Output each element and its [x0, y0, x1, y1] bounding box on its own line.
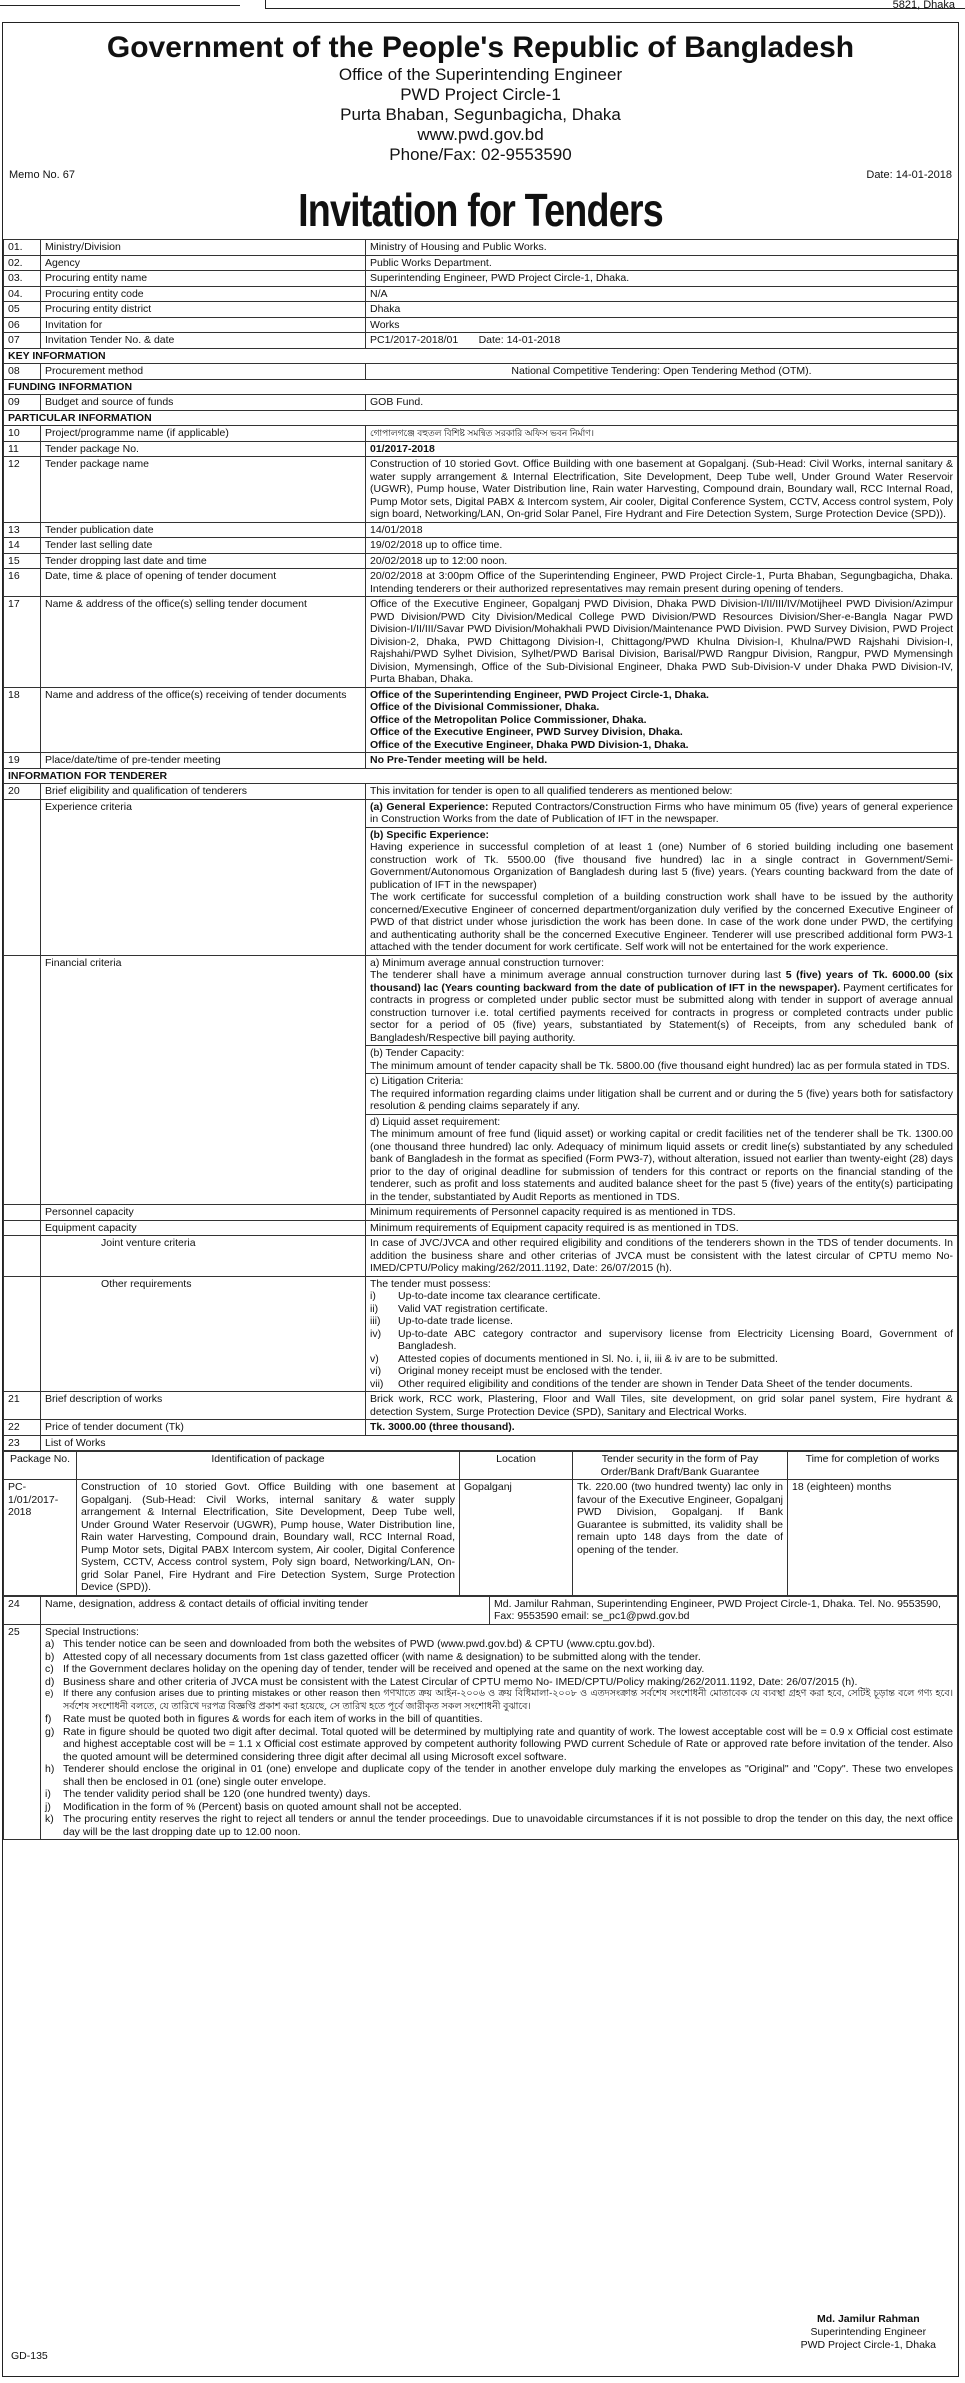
- row-label: Tender last selling date: [41, 538, 366, 554]
- table-row: [4, 538, 958, 554]
- other-requirements-intro: The tender must possess:: [370, 1277, 491, 1290]
- section-heading: INFORMATION FOR TENDERER: [4, 768, 958, 784]
- turnover-text-bold: 5 (five) years of Tk. 6000.00 (six thousand) lac (Years counting backward from the date of publication of IFT in the newspaper).: [370, 969, 953, 994]
- row-value: Ministry of Housing and Public Works.: [366, 240, 958, 256]
- section-heading-row: [4, 379, 958, 395]
- gd-number: GD-135: [11, 2350, 48, 2362]
- top-rule-left: [0, 0, 240, 6]
- general-experience: [366, 799, 958, 827]
- row-number: 06: [4, 317, 41, 333]
- section-heading-row: [4, 348, 958, 364]
- general-experience-title: (a) General Experience:: [370, 800, 489, 813]
- row-number: 19: [4, 753, 41, 769]
- completion-time: 18 (eighteen) months: [788, 1480, 958, 1596]
- special-instructions-row: [4, 1624, 958, 1840]
- general-experience-text: Reputed Contractors/Construction Firms who have minimum 05 (five) years of general experience in Construction Works from the date of Publication of IFT in the newspaper.: [370, 800, 953, 825]
- section-heading: PARTICULAR INFORMATION: [4, 410, 958, 426]
- specific-experience-title: (b) Specific Experience:: [370, 828, 490, 841]
- row-label: Invitation for: [41, 317, 366, 333]
- tender-capacity: [366, 1046, 958, 1074]
- row-value: গোপালগঞ্জে বহুতল বিশিষ্ট সমন্বিত সরকারি অফিস ভবন নির্মাণ।: [366, 426, 958, 442]
- liquid-asset-text: The minimum amount of free fund (liquid asset) or working capital or credit facilities net of the tenderer shall be Tk. 1300.00 (one thousand three hundred) lac only. Adequacy of minimum liquid assets or credit line(s) substantiated by any scheduled bank of Bangladesh in the format as specified (Form PW3-7), without alteration, issued not earlier than twenty-eight (28) days prior to the day of original deadline for submission of tenders for this contract or reports on the financial standing of the tenderer, such as profit and loss statements and audited balance sheet for the past 5 (five) years of the entity(s) participating in the tender, substantiated by Audit Reports as mentioned in TDS.: [370, 1128, 953, 1203]
- memo-date: Date: 14-01-2018: [866, 169, 952, 181]
- row-label: Tender publication date: [41, 522, 366, 538]
- row-label: Ministry/Division: [41, 240, 366, 256]
- row-value: No Pre-Tender meeting will be held.: [366, 753, 958, 769]
- table-row: [4, 333, 958, 349]
- litigation-text: The required information regarding claims under litigation shall be current and or during the 5 (five) years both for satisfactory resolution & pending claims separately if any.: [370, 1087, 953, 1112]
- row-value: Office of the Executive Engineer, Gopalganj PWD Division, Dhaka PWD Division-I/II/III/IV/Motijheel PWD Division/Azimpur PWD Division/PWD City Division/Medical College PWD Division/PWD Resources Division/Sher-e-Bangla Nagar PWD Division-I/II/III/Savar PWD Division/Mohakhali PWD Division/Maintenance PWD Division. PWD Survey Division, PWD Project Division-2, Dhaka, PWD Chittagong Division-I, Chittagong/PWD Khulna Division-I, Khulna/PWD Rajshahi Division-I, Rajshahi/PWD Sylhet Division, Sylhet/PWD Barisal Division, Barisal/PWD Rangpur Division, Rangpur, PWD Mymensingh Division, Mymensingh, Office of the Sub-Divisional Engineer, Dhaka PWD Sub-Division-V under Dhaka PWD Division-IV, Purta Bhaban, Dhaka.: [366, 597, 958, 688]
- row-value: 20/02/2018 at 3:00pm Office of the Superintending Engineer, PWD Project Circle-1, Purta Bhaban, Segungbagicha, Dhaka. Intending tenderers or their authorized representatives may remain present during opening of tenders.: [366, 569, 958, 597]
- row-number: 11: [4, 441, 41, 457]
- list-item: ii) Valid VAT registration certificate.: [370, 1302, 548, 1315]
- row-number: 22: [4, 1420, 41, 1436]
- row-value: Minimum requirements of Equipment capacity required is as mentioned in TDS.: [366, 1220, 958, 1236]
- row-label: Place/date/time of pre-tender meeting: [41, 753, 366, 769]
- row-number: 13: [4, 522, 41, 538]
- row-number: 10: [4, 426, 41, 442]
- receiving-office: Office of the Divisional Commissioner, Dhaka.: [370, 701, 600, 713]
- table-row: [4, 522, 958, 538]
- list-item: vi) Original money receipt must be enclosed with the tender.: [370, 1365, 663, 1377]
- works-data-row: [4, 1480, 958, 1596]
- table-row: [4, 597, 958, 688]
- memo-row: [3, 169, 958, 181]
- experience-row-a: [4, 799, 958, 827]
- joint-venture-row: [4, 1236, 958, 1277]
- list-item: h) Tenderer should enclose the original in 01 (one) envelope and duplicate copy of the tender in another envelope duly marking the envelopes as "Original" and "Copy". These two envelopes shall then be enclosed in 01 (one) single outer envelope.: [45, 1763, 953, 1788]
- top-clipping-strip: [0, 0, 965, 14]
- table-row: [4, 240, 958, 256]
- list-item: g) Rate in figure should be quoted two digit after decimal. Total quoted will be determined by multiplying rate and quantity of work. The lowest acceptable cost will be = 0.9 x Official cost estimate and highest acceptable cost will be = 1.1 x Official cost estimate approved by competent authority following PWD current Schedule of Rate or approved rate before invitation of the tender. Also the quoted amount will be determined considering three digit after decimal all using Microsoft excel software.: [45, 1725, 953, 1763]
- table-row: [4, 286, 958, 302]
- top-rule-right: [265, 0, 965, 9]
- package-number: PC-1/01/2017-2018: [4, 1480, 77, 1596]
- row-label: Personnel capacity: [41, 1205, 366, 1221]
- row-label: Project/programme name (if applicable): [41, 426, 366, 442]
- table-row: [4, 302, 958, 318]
- phone-line: Phone/Fax: 02-9553590: [389, 145, 572, 164]
- row-label: Other requirements: [41, 1276, 366, 1392]
- table-row: [4, 426, 958, 442]
- row-number: 08: [4, 364, 41, 380]
- row-label: Procuring entity code: [41, 286, 366, 302]
- turnover-text-pre: The tenderer shall have a minimum average annual construction turnover during last: [370, 969, 786, 981]
- specific-experience-text: Having experience in successful completion of at least 1 (one) Number of 6 storied building including one basement construction work of Tk. 5500.00 (five thousand five hundred) lac in a single contract in Government/Semi-Government/Autonomous Organization of Bangladesh during last 5 (five) years. (Years counting backward from the date of publication of IFT in the newspaper): [370, 841, 953, 891]
- table-row: [4, 271, 958, 287]
- list-item: a) This tender notice can be seen and downloaded from both the websites of PWD (www.pwd.gov.bd) & CPTU (www.cptu.gov.bd).: [45, 1638, 655, 1650]
- row-number: 20: [4, 784, 41, 800]
- section-heading: FUNDING INFORMATION: [4, 379, 958, 395]
- list-item: k) The procuring entity reserves the right to reject all tenders or annul the tender proceedings. Due to unavoidable circumstances if it is not possible to drop the tender on this day, the next office day will be the last dropping date up to 12.00 noon.: [45, 1813, 953, 1838]
- list-item: i) The tender validity period shall be 120 (one hundred twenty) days.: [45, 1788, 371, 1800]
- works-header-row: [4, 1452, 958, 1480]
- row-label: Tender package name: [41, 457, 366, 523]
- row-label: Invitation Tender No. & date: [41, 333, 366, 349]
- table-row: [4, 1420, 958, 1436]
- row-label: Tender package No.: [41, 441, 366, 457]
- receiving-office: Office of the Executive Engineer, PWD Survey Division, Dhaka.: [370, 726, 683, 738]
- office-line: Office of the Superintending Engineer: [338, 65, 623, 84]
- top-strip-text: 5821, Dhaka: [892, 0, 955, 11]
- row-label: Procuring entity name: [41, 271, 366, 287]
- row-label: Procuring entity district: [41, 302, 366, 318]
- tender-capacity-title: (b) Tender Capacity:: [370, 1047, 465, 1059]
- row-label: Brief description of works: [41, 1392, 366, 1420]
- row-label: Name, designation, address & contact details of official inviting tender: [41, 1596, 490, 1624]
- table-row: [4, 457, 958, 523]
- row-value: Tk. 3000.00 (three thousand).: [366, 1420, 958, 1436]
- memo-number: Memo No. 67: [9, 169, 76, 181]
- row-number: 21: [4, 1392, 41, 1420]
- litigation-criteria: [366, 1074, 958, 1115]
- work-certificate-text: The work certificate for successful completion of a building construction work shall have to be issued by the authority concerned/Executive Engineer of concerned department/organization duly verified by the concerned Executive Engineer of PWD of that district under whose jurisdiction the work has been done. In case of the work done under PWD, the certifying and authenticating authority shall be the concerned Executive Engineer. Tenderer will use prescribed additional form PW3-1 attached with the tender document for work certificate. Self work will not be entertained for the work experience.: [370, 891, 953, 953]
- table-row: [4, 395, 958, 411]
- column-header: Tender security in the form of Pay Order/Bank Draft/Bank Guarantee: [573, 1452, 788, 1480]
- signatory-designation: Superintending Engineer: [810, 2326, 927, 2338]
- liquid-asset-title: d) Liquid asset requirement:: [370, 1115, 501, 1128]
- package-identification: Construction of 10 storied Govt. Office Building with one basement at Gopalganj. (Sub-Head: Civil Works, internal sanitary & water supply arrangement & Internal Electrification, Site Development, Deep Tube well, Under Ground Water Reservoir (UGWR), Pump house, Water Distribution line, Rain water Harvesting, Compound drain, Boundary wall, RCC Internal Road, Pump Motor sets, Digital PABX Intercom system, Air cooler, Digital Conference System, CCTV, Access control system, Poly sign board, Networking/LAN, On-grid Solar Panel, Fire Hydrant and Fire Detection System, Surge Protection Device (SPD)).: [77, 1480, 460, 1596]
- row-number: 01.: [4, 240, 41, 256]
- table-row: [4, 1435, 958, 1451]
- list-item: b) Attested copy of all necessary documents from 1st class gazetted officer (with name & designation) to be submitted along with the tender.: [45, 1650, 701, 1663]
- row-number: 14: [4, 538, 41, 554]
- row-number: 04.: [4, 286, 41, 302]
- row-label: List of Works: [41, 1435, 958, 1451]
- list-item: vii) Other required eligibility and conditions of the tender are shown in Tender Data Sheet of the tender documents.: [370, 1377, 913, 1390]
- receiving-office: Office of the Executive Engineer, Dhaka PWD Division-1, Dhaka.: [370, 738, 689, 751]
- website-line: www.pwd.gov.bd: [417, 125, 544, 144]
- list-item: iv) Up-to-date ABC category contractor and supervisory license from Electricity Licensing Board, Government of Bangladesh.: [370, 1327, 953, 1352]
- table-row: [4, 569, 958, 597]
- column-header: Location: [460, 1452, 573, 1480]
- section-heading-row: [4, 768, 958, 784]
- row-label: Joint venture criteria: [41, 1236, 366, 1277]
- row-label: Name and address of the office(s) receiving of tender documents: [41, 687, 366, 753]
- tender-info-table: [3, 239, 958, 1451]
- row-number: 24: [4, 1596, 41, 1624]
- financial-row-a: [4, 955, 958, 1046]
- row-value: N/A: [366, 286, 958, 302]
- row-value: In case of JVC/JVCA and other required eligibility and conditions of the tenderers shown in the TDS of tender documents. In addition the business share and other criterias of JVCA must be consistent with the latest circular of CPTU memo No-IMED/CPTU/Policy making/262/2011.1192, Date: 26/07/2015 (h).: [366, 1236, 958, 1277]
- table-row: [4, 364, 958, 380]
- section-heading: KEY INFORMATION: [4, 348, 958, 364]
- row-number: 23: [4, 1435, 41, 1451]
- table-row: [4, 317, 958, 333]
- row-value: 19/02/2018 up to office time.: [366, 538, 958, 554]
- personnel-row: [4, 1205, 958, 1221]
- equipment-row: [4, 1220, 958, 1236]
- row-number: 07: [4, 333, 41, 349]
- row-value: This invitation for tender is open to all qualified tenderers as mentioned below:: [366, 784, 958, 800]
- signature-block: [801, 2313, 936, 2352]
- instruction-list: [45, 1638, 953, 1838]
- row-value: Public Works Department.: [366, 255, 958, 271]
- row-value: Dhaka: [366, 302, 958, 318]
- table-row: [4, 441, 958, 457]
- table-row: [4, 1392, 958, 1420]
- column-header: Package No.: [4, 1452, 77, 1480]
- receiving-office: Office of the Metropolitan Police Commissioner, Dhaka.: [370, 713, 647, 726]
- list-item: j) Modification in the form of % (Percent) basis on quoted amount shall not be accepted.: [45, 1800, 462, 1813]
- row-label: Brief eligibility and qualification of tenderers: [41, 784, 366, 800]
- specific-experience: [366, 827, 958, 955]
- signatory-office: PWD Project Circle-1, Dhaka: [800, 2339, 936, 2351]
- row-number: 02.: [4, 255, 41, 271]
- table-row: [4, 784, 958, 800]
- tender-notice-frame: [2, 22, 959, 2377]
- contact-table: [3, 1596, 958, 1841]
- row-label: Budget and source of funds: [41, 395, 366, 411]
- row-label: Experience criteria: [41, 799, 366, 955]
- row-number: 12: [4, 457, 41, 523]
- row-value: PC1/2017-2018/01 Date: 14-01-2018: [366, 333, 958, 349]
- column-header: Time for completion of works: [788, 1452, 958, 1480]
- special-instructions: [41, 1624, 958, 1840]
- row-label: Price of tender document (Tk): [41, 1420, 366, 1436]
- list-item: i) Up-to-date income tax clearance certificate.: [370, 1290, 601, 1302]
- table-row: [4, 1596, 958, 1624]
- row-value: GOB Fund.: [366, 395, 958, 411]
- row-value: Works: [366, 317, 958, 333]
- turnover-title: a) Minimum average annual construction turnover:: [370, 956, 605, 969]
- package-location: Gopalganj: [460, 1480, 573, 1596]
- list-item: c) If the Government declares holiday on the opening day of tender, tender will be received and opened at the same on the next working day.: [45, 1663, 705, 1675]
- other-requirements-row: [4, 1276, 958, 1392]
- turnover-criteria: [366, 955, 958, 1046]
- row-label: Financial criteria: [41, 955, 366, 1205]
- letterhead: [3, 31, 958, 165]
- requirement-list: [370, 1290, 953, 1390]
- row-label: Date, time & place of opening of tender document: [41, 569, 366, 597]
- row-number: 03.: [4, 271, 41, 287]
- row-label: Equipment capacity: [41, 1220, 366, 1236]
- other-requirements: [366, 1276, 958, 1392]
- liquid-asset: [366, 1114, 958, 1205]
- row-value: Minimum requirements of Personnel capacity required is as mentioned in TDS.: [366, 1205, 958, 1221]
- list-item: e) If there any confusion arises due to printing mistakes or other reason then গণখাতে ক্রয় আইন-২০০৬ ও ক্রয় বিধিমালা-২০০৮ ও এতদসংক্রান্ত সর্বশেষ সংশোধনী মোতাবেক যে ব্যবস্থা গ্রহণ করা হবে, সেটিই চূড়ান্ত বলে গণ্য হবে। সর্বশেষ সংশোধনী বলতে, যে তারিখে দরপত্র বিজ্ঞপ্তি প্রকাশ করা হয়েছে, সে তারিখ হতে পূর্বে জারীকৃত সকল সংশোধনী বুঝাবে।: [45, 1688, 953, 1712]
- row-value: 20/02/2018 up to 12:00 noon.: [366, 553, 958, 569]
- address-line: Purta Bhaban, Segunbagicha, Dhaka: [340, 105, 621, 124]
- row-value: Construction of 10 storied Govt. Office Building with one basement at Gopalganj. (Sub-Head: Civil Works, internal sanitary & water supply arrangement & Internal Electrification, Site Development, Deep Tube well, Under Ground Water Reservoir (UGWR), Pump house, Water Distribution line, Rain water Harvesting, Compound drain, Boundary wall, RCC Internal Road, Pump Motor sets, Digital PABX & Intercom system, Air cooler, Digital Conference System, CCTV, Access control system, Poly sign board, Networking/LAN, On-grid Solar Panel, Fire Hydrant and Fire Detection System, Surge Protection Device (SPD)).: [366, 457, 958, 523]
- row-number: 17: [4, 597, 41, 688]
- row-number: 25: [4, 1624, 41, 1840]
- row-value: Md. Jamilur Rahman, Superintending Engineer, PWD Project Circle-1, Dhaka. Tel. No. 9553590, Fax: 9553590 email: se_pc1@pwd.gov.bd: [490, 1596, 958, 1624]
- circle-line: PWD Project Circle-1: [400, 85, 561, 104]
- column-header: Identification of package: [77, 1452, 460, 1480]
- table-row: [4, 553, 958, 569]
- row-value: Superintending Engineer, PWD Project Circle-1, Dhaka.: [366, 271, 958, 287]
- tender-capacity-text: The minimum amount of tender capacity shall be Tk. 5800.00 (five thousand eight hundred) lac as per formula stated in TDS.: [370, 1059, 950, 1072]
- special-instructions-title: Special Instructions:: [45, 1625, 139, 1638]
- turnover-text-post: Payment certificates for contracts in progress or completed under public sector must be submitted along with tender in support of average annual construction turnover i.e. total certified payments received for contracts in progress or completed contracts under public sector for a period of 05 (five) years, substantiated by Statement(s) of Receipts, from any scheduled bank of Bangladesh/Respective bill paying authority.: [370, 981, 953, 1044]
- table-row: [4, 687, 958, 753]
- list-item: d) Business share and other criteria of JVCA must be consistent with the Latest Circular of CPTU memo No- IMED/CPTU/Policy making/262/2011.1192, Date: 26/07/2015 (h).: [45, 1675, 858, 1688]
- government-title: Government of the People's Republic of Bangladesh: [106, 31, 855, 64]
- row-label: Agency: [41, 255, 366, 271]
- row-label: Procurement method: [41, 364, 366, 380]
- signatory-name: Md. Jamilur Rahman: [816, 2313, 920, 2325]
- row-number: 18: [4, 687, 41, 753]
- row-value: Brick work, RCC work, Plastering, Floor and Wall Tiles, site development, on grid solar panel system, Fire hydrant & detection System, Surge Protection Device (SPD), Sanitary and Electrical Works.: [366, 1392, 958, 1420]
- list-item: f) Rate must be quoted both in figures & words for each item of works in the bill of quantities.: [45, 1713, 483, 1725]
- row-number: 05: [4, 302, 41, 318]
- row-number: 09: [4, 395, 41, 411]
- row-number: 15: [4, 553, 41, 569]
- row-number: 16: [4, 569, 41, 597]
- tender-security: Tk. 220.00 (two hundred twenty) lac only in favour of the Executive Engineer, Gopalganj PWD Division, Gopalganj. If Bank Guarantee is submitted, its validity shall be remain upto 148 days from the date of opening of the tender.: [573, 1480, 788, 1596]
- litigation-title: c) Litigation Criteria:: [370, 1075, 464, 1087]
- row-label: Name & address of the office(s) selling tender document: [41, 597, 366, 688]
- row-value: 14/01/2018: [366, 522, 958, 538]
- list-item: iii) Up-to-date trade license.: [370, 1315, 513, 1327]
- table-row: [4, 753, 958, 769]
- row-value: 01/2017-2018: [366, 441, 958, 457]
- list-item: v) Attested copies of documents mentioned in Sl. No. i, ii, iii & iv are to be submitted.: [370, 1352, 778, 1365]
- receiving-office: Office of the Superintending Engineer, PWD Project Circle-1, Dhaka.: [370, 688, 709, 701]
- table-row: [4, 255, 958, 271]
- receiving-offices: [366, 687, 958, 753]
- row-value: National Competitive Tendering: Open Tendering Method (OTM).: [366, 364, 958, 380]
- section-heading-row: [4, 410, 958, 426]
- row-label: Tender dropping last date and time: [41, 553, 366, 569]
- document-title: Invitation for Tenders: [298, 184, 663, 236]
- works-table: [3, 1451, 958, 1596]
